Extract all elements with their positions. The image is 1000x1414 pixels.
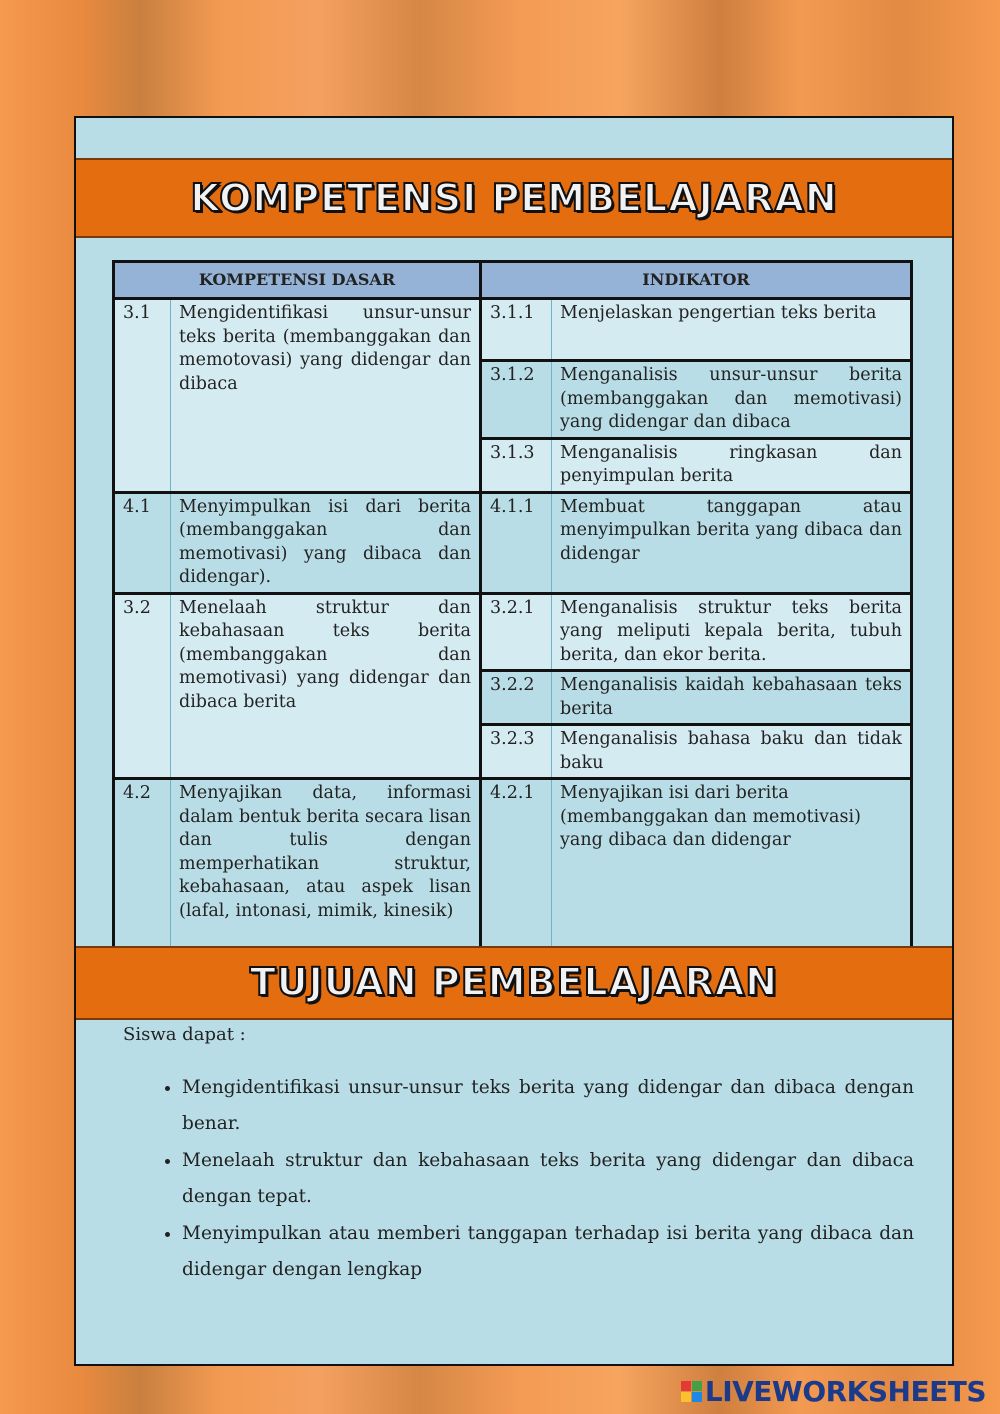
indikator-number: 4.1.1 — [481, 492, 552, 593]
table-row — [114, 593, 912, 671]
kompetensi-table — [112, 260, 913, 950]
list-item: • Menelaah struktur dan kebahasaan teks berita yang didengar dan dibaca dengan tepat. — [182, 1143, 914, 1215]
list-item: • Mengidentifikasi unsur-unsur teks berita yang didengar dan dibaca dengan benar. — [182, 1070, 914, 1142]
indikator-number: 3.2.2 — [481, 671, 552, 725]
liveworksheets-watermark — [681, 1375, 986, 1408]
list-item: • Menyimpulkan atau memberi tanggapan terhadap isi berita yang dibaca dan didengar dengan lengkap — [182, 1216, 914, 1288]
liveworksheets-logo-icon — [681, 1381, 702, 1402]
header-indikator: INDIKATOR — [481, 262, 912, 299]
kd-number: 4.1 — [114, 492, 171, 593]
header-kompetensi-dasar: KOMPETENSI DASAR — [114, 262, 481, 299]
indikator-number: 4.2.1 — [481, 779, 552, 949]
indikator-text: Menganalisis ringkasan dan penyimpulan berita — [552, 438, 912, 492]
table-row — [114, 492, 912, 593]
tujuan-banner: TUJUAN PEMBELAJARAN — [76, 946, 952, 1020]
indikator-number: 3.2.1 — [481, 593, 552, 671]
kd-number: 4.2 — [114, 779, 171, 949]
watermark-text: LIVEWORKSHEETS — [704, 1375, 986, 1408]
indikator-text: Menganalisis bahasa baku dan tidak baku — [552, 725, 912, 779]
content-panel — [74, 116, 954, 1366]
table-row — [114, 779, 912, 949]
indikator-number: 3.1.1 — [481, 299, 552, 361]
kd-number: 3.1 — [114, 299, 171, 493]
table-row — [114, 299, 912, 361]
indikator-text: Menyajikan isi dari berita (membanggakan dan memotivasi) yang dibaca dan didengar — [552, 779, 912, 949]
kd-number: 3.2 — [114, 593, 171, 779]
indikator-number: 3.1.3 — [481, 438, 552, 492]
kd-text: Menelaah struktur dan kebahasaan teks berita (membanggakan dan memotivasi) yang didengar dan dibaca berita — [171, 593, 481, 779]
indikator-text: Menganalisis kaidah kebahasaan teks berita — [552, 671, 912, 725]
indikator-text: Menganalisis unsur-unsur berita (membanggakan dan memotivasi) yang didengar dan dibaca — [552, 361, 912, 439]
kd-text: Menyajikan data, informasi dalam bentuk berita secara lisan dan tulis dengan memperhatikan struktur, kebahasaan, atau aspek lisan (lafal, intonasi, mimik, kinesik) — [171, 779, 481, 949]
indikator-number: 3.2.3 — [481, 725, 552, 779]
kompetensi-banner: KOMPETENSI PEMBELAJARAN — [76, 158, 952, 238]
indikator-text: Membuat tanggapan atau menyimpulkan berita yang dibaca dan didengar — [552, 492, 912, 593]
tujuan-intro: Siswa dapat : — [123, 1024, 246, 1045]
indikator-text: Menganalisis struktur teks berita yang meliputi kepala berita, tubuh berita, dan ekor berita. — [552, 593, 912, 671]
tujuan-list — [150, 1070, 914, 1289]
indikator-text: Menjelaskan pengertian teks berita — [552, 299, 912, 361]
kd-text: Mengidentifikasi unsur-unsur teks berita (membanggakan dan memotovasi) yang didengar dan dibaca — [171, 299, 481, 493]
kd-text: Menyimpulkan isi dari berita (membanggakan dan memotivasi) yang dibaca dan didengar). — [171, 492, 481, 593]
indikator-number: 3.1.2 — [481, 361, 552, 439]
